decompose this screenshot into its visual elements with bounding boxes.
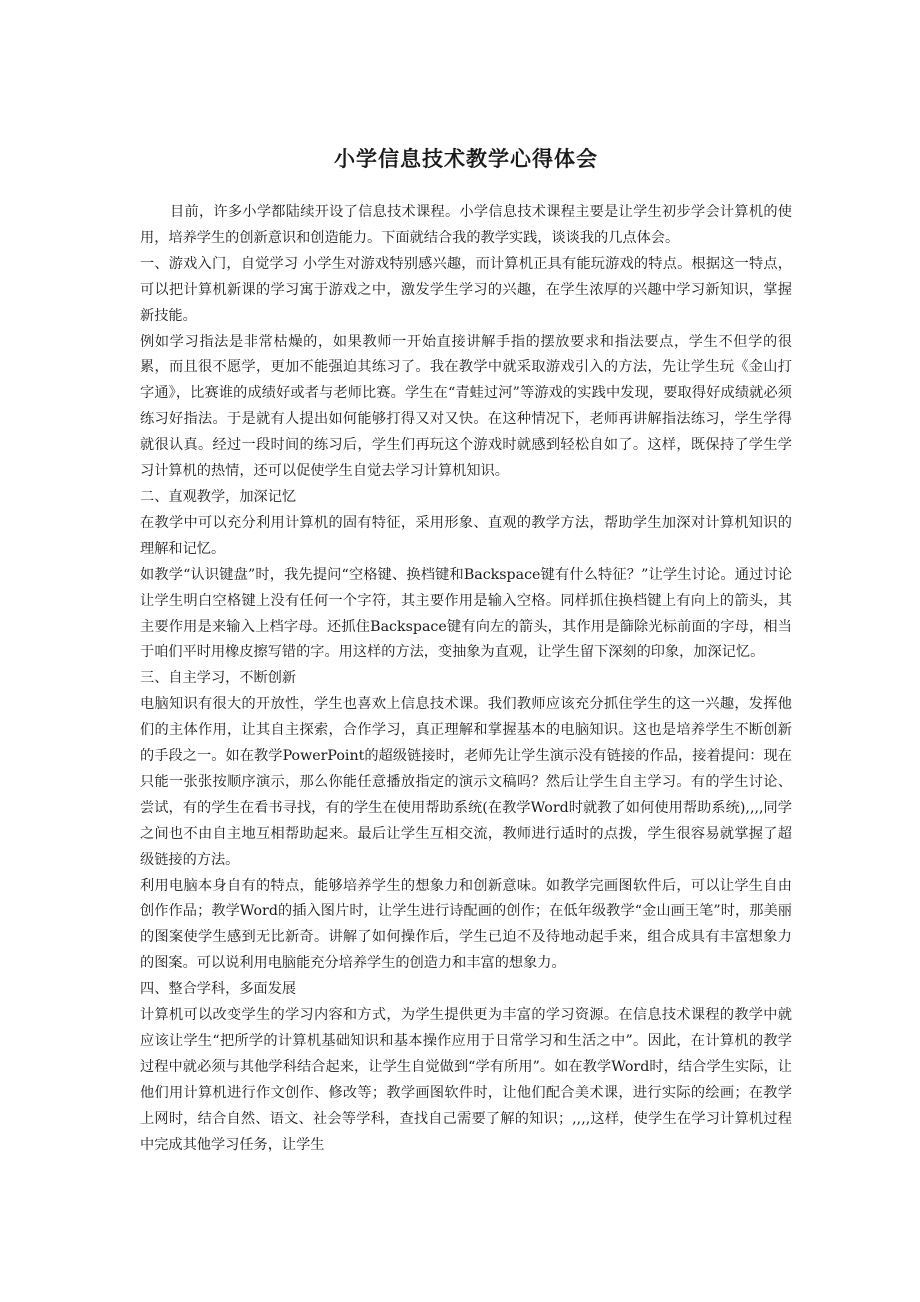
document-title: 小学信息技术教学心得体会 [334, 147, 598, 171]
section-heading: 四、整合学科，多面发展 [140, 981, 297, 998]
body-paragraph: 利用电脑本身自有的特点，能够培养学生的想象力和创新意味。如教学完画图软件后，可以让学生自由创作作品；教学Word的插入图片时，让学生进行诗配画的创作；在低年级教学“金山画王笔”时，那美丽的图案使学生感到无比新奇。讲解了如何操作后，学生已迫不及待地动起手来，组合成具有丰富想象力的图案。可以说利用电脑能充分培养学生的创造力和丰富的想象力。 [140, 877, 792, 972]
body-paragraph: 目前，许多小学都陆续开设了信息技术课程。小学信息技术课程主要是让学生初步学会计算机的使用，培养学生的创新意识和创造能力。下面就结合我的教学实践，谈谈我的几点体会。 [140, 204, 792, 246]
section-heading: 二、直观教学，加深记忆 [140, 488, 297, 505]
section-heading: 三、自主学习，不断创新 [140, 670, 297, 687]
document-body [140, 200, 792, 1159]
body-paragraph: 如教学“认识键盘”时，我先提问“空格键、换档键和Backspace键有什么特征？”让学生讨论。通过讨论让学生明白空格键上没有任何一个字符，其主要作用是输入空格。同样抓住换档键上有向上的箭头，其主要作用是来输入上档字母。还抓住Backspace键有向左的箭头，其作用是篩除光标前面的字母，相当于咱们平时用橡皮擦写错的字。用这样的方法，变抽象为直观，让学生留下深刻的印象，加深记忆。 [140, 566, 792, 661]
body-paragraph: 在教学中可以充分利用计算机的固有特征，采用形象、直观的教学方法，帮助学生加深对计算机知识的理解和记忆。 [140, 514, 792, 557]
body-paragraph: 例如学习指法是非常枯燥的，如果教师一开始直接讲解手指的摆放要求和指法要点，学生不但学的很累，而且很不愿学，更加不能强迫其练习了。我在教学中就采取游戏引入的方法，先让学生玩《金山打字通》，比赛谁的成绩好或者与老师比赛。学生在“青蛙过河”等游戏的实践中发现，要取得好成绩就必须练习好指法。于是就有人提出如何能够打得又对又快。在这种情况下，老师再讲解指法练习，学生学得就很认真。经过一段时间的练习后，学生们再玩这个游戏时就感到轻松自如了。这样，既保持了学生学习计算机的热情，还可以促使学生自觉去学习计算机知识。 [140, 333, 792, 480]
body-paragraph: 电脑知识有很大的开放性，学生也喜欢上信息技术课。我们教师应该充分抓住学生的这一兴趣，发挥他们的主体作用，让其自主探索，合作学习，真正理解和掌握基本的电脑知识。这也是培养学生不断创新的手段之一。如在教学PowerPoint的超级链接时，老师先让学生演示没有链接的作品，接着提问：现在只能一张张按顺序演示，那么你能任意播放指定的演示文稿吗？然后让学生自主学习。有的学生讨论、尝试，有的学生在看书寻找，有的学生在使用帮助系统(在教学Word时就教了如何使用帮助系统),,,,同学之间也不由自主地互相帮助起来。最后让学生互相交流，教师进行适时的点拨，学生很容易就掌握了超级链接的方法。 [140, 696, 792, 868]
document-page [140, 0, 792, 1159]
section-heading: 一、游戏入门，自觉学习 小学生对游戏特别感兴趣，而计算机正具有能玩游戏的特点。根据这一特点，可以把计算机新课的学习寓于游戏之中，激发学生学习的兴趣，在学生浓厚的兴趣中学习新知识，掌握新技能。 [140, 255, 792, 324]
body-paragraph: 计算机可以改变学生的学习内容和方式，为学生提供更为丰富的学习资源。在信息技术课程的教学中就应该让学生“把所学的计算机基础知识和基本操作应用于日常学习和生活之中”。因此，在计算机的教学过程中就必须与其他学科结合起来，让学生自觉做到“学有所用”。如在教学Word时，结合学生实际，让他们用计算机进行作文创作、修改等；教学画图软件时，让他们配合美术课，进行实际的绘画；在教学上网时，结合自然、语文、社会等学科，查找自己需要了解的知识；,,,,这样，使学生在学习计算机过程中完成其他学习任务，让学生 [140, 1007, 792, 1153]
